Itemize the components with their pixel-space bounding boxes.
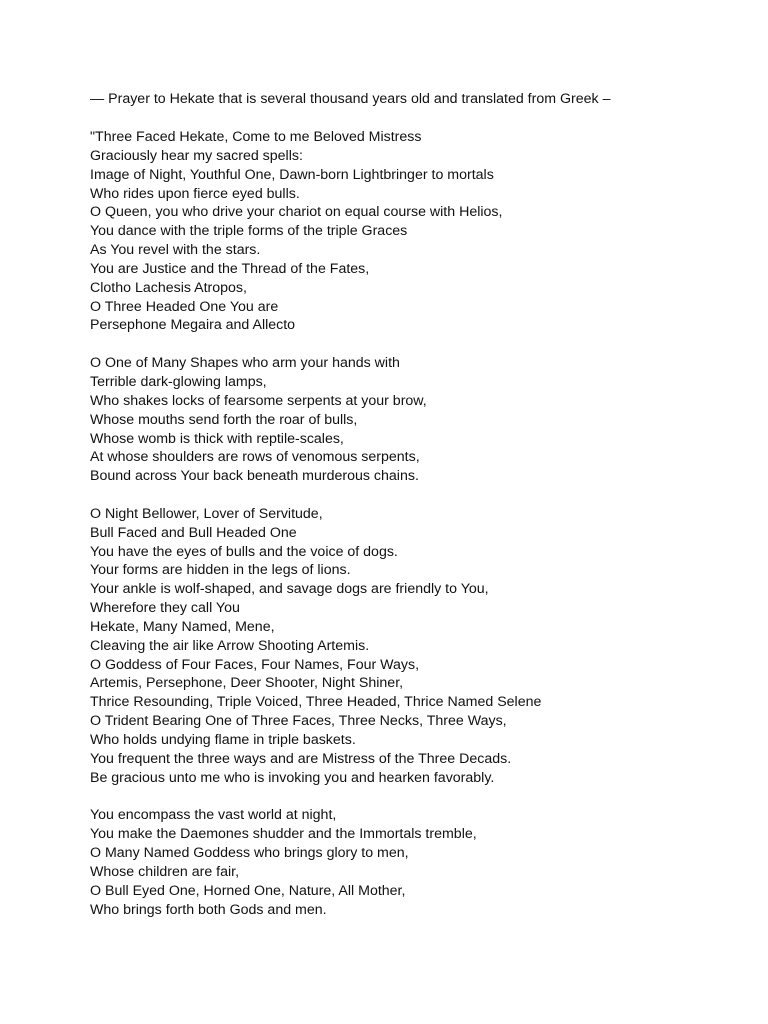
poem-line: "Three Faced Hekate, Come to me Beloved Mistress (90, 129, 422, 145)
poem-line: O Goddess of Four Faces, Four Names, Four Ways, (90, 656, 420, 673)
poem-line: Thrice Resounding, Triple Voiced, Three Headed, Thrice Named Selene (90, 694, 542, 711)
poem-line: You have the eyes of bulls and the voice of dogs. (90, 543, 398, 560)
poem-line: Whose womb is thick with reptile-scales, (90, 430, 344, 447)
poem-line: Your forms are hidden in the legs of lions. (90, 562, 351, 579)
poem-line: O Night Bellower, Lover of Servitude, (90, 505, 323, 522)
poem-line: Hekate, Many Named, Mene, (90, 618, 275, 635)
poem-line: You make the Daemones shudder and the Immortals tremble, (90, 826, 477, 843)
poem-line: You are Justice and the Thread of the Fates, (90, 260, 370, 277)
poem-line: Graciously hear my sacred spells: (90, 147, 303, 164)
poem-line: Who shakes locks of fearsome serpents at your brow, (90, 392, 427, 409)
poem-line: You frequent the three ways and are Mistress of the Three Decads. (90, 750, 512, 767)
poem-line: Whose mouths send forth the roar of bulls, (90, 411, 358, 428)
poem-line: O Bull Eyed One, Horned One, Nature, All Mother, (90, 882, 406, 899)
poem-line: Cleaving the air like Arrow Shooting Artemis. (90, 637, 370, 654)
document-heading: — Prayer to Hekate that is several thousand years old and translated from Greek – (90, 91, 611, 107)
poem-line: Persephone Megaira and Allecto (90, 317, 296, 334)
poem-line: Your ankle is wolf-shaped, and savage dogs are friendly to You, (90, 581, 489, 598)
poem-line: O Three Headed One You are (90, 298, 279, 315)
poem-stanza (90, 128, 541, 335)
poem-line: O Trident Bearing One of Three Faces, Three Necks, Three Ways, (90, 713, 507, 730)
poem-line: Image of Night, Youthful One, Dawn-born Lightbringer to mortals (90, 166, 494, 183)
poem-line: As You revel with the stars. (90, 242, 261, 259)
poem-body (90, 128, 541, 938)
poem-line: Artemis, Persephone, Deer Shooter, Night Shiner, (90, 675, 404, 692)
poem-line: Bull Faced and Bull Headed One (90, 524, 297, 541)
poem-stanza (90, 505, 541, 788)
poem-line: At whose shoulders are rows of venomous serpents, (90, 449, 420, 466)
poem-line: You dance with the triple forms of the triple Graces (90, 223, 408, 240)
poem-line: You encompass the vast world at night, (90, 807, 337, 824)
poem-line: Whose children are fair, (90, 863, 240, 880)
poem-stanza (90, 806, 541, 919)
poem-line: O One of Many Shapes who arm your hands with (90, 355, 400, 372)
poem-line: Who holds undying flame in triple baskets. (90, 732, 356, 748)
poem-line: O Queen, you who drive your chariot on equal course with Helios, (90, 204, 503, 221)
poem-stanza (90, 354, 541, 486)
poem-line: Be gracious unto me who is invoking you and hearken favorably. (90, 769, 495, 786)
poem-line: Bound across Your back beneath murderous chains. (90, 468, 419, 485)
poem-line: Wherefore they call You (90, 600, 240, 617)
poem-line: Who rides upon fierce eyed bulls. (90, 185, 300, 202)
poem-line: Terrible dark-glowing lamps, (90, 373, 267, 390)
poem-line: O Many Named Goddess who brings glory to men, (90, 845, 409, 862)
poem-line: Who brings forth both Gods and men. (90, 901, 327, 918)
poem-line: Clotho Lachesis Atropos, (90, 279, 247, 296)
